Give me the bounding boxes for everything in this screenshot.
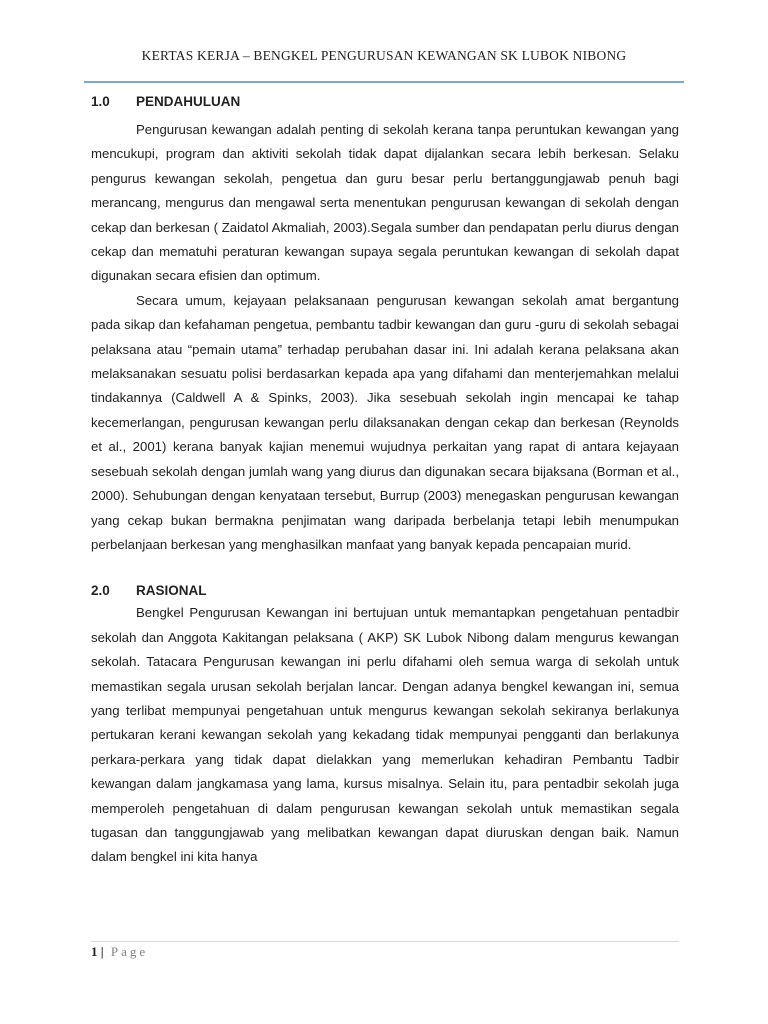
section-title: PENDAHULUAN [136, 94, 241, 109]
paragraph: Pengurusan kewangan adalah penting di sekolah kerana tanpa peruntukan kewangan yang mencukupi, program dan aktiviti sekolah tidak dapat dijalankan secara lebih berkesan. Selaku pengurus kewangan sekolah, pengetua dan guru besar perlu bertanggungjawab penuh bagi merancang, mengurus dan mengawal serta menentukan pengurusan kewangan di sekolah dengan cekap dan berkesan ( Zaidatol Akmaliah, 2003).Segala sumber dan pendapatan perlu diurus dengan cekap dan mematuhi peraturan kewangan supaya segala peruntukan kewangan di sekolah dapat digunakan secara efisien dan optimum. [91, 122, 679, 284]
paragraph: Bengkel Pengurusan Kewangan ini bertujuan untuk memantapkan pengetahuan pentadbir sekolah dan Anggota Kakitangan pelaksana ( AKP) SK Lubok Nibong dalam mengurus kewangan sekolah. Tatacara Pengurusan kewangan ini perlu difahami oleh semua warga di sekolah untuk memastikan segala urusan sekolah berjalan lancar. Dengan adanya bengkel kewangan ini, semua yang terlibat mempunyai pengetahuan untuk mengurus kewangan sekolah sekiranya berlakunya pertukaran kerani kewangan sekolah yang kekadang tidak mempunyai pengganti dan berlakunya perkara-perkara yang tidak dapat dielakkan yang memerlukan kehadiran Pembantu Tadbir kewangan dalam jangkamasa yang lama, kursus misalnya. Selain itu, para pentadbir sekolah juga memperoleh pengetahuan di dalam pengurusan kewangan sekolah untuk memastikan segala tugasan dan tanggungjawab yang melibatkan kewangan dapat diuruskan dengan baik. Namun dalam bengkel ini kita hanya [91, 605, 679, 865]
document-body [91, 92, 679, 870]
footer-separator: | [100, 944, 104, 959]
paragraph: Secara umum, kejayaan pelaksanaan pengurusan kewangan sekolah amat bergantung pada sikap dan kefahaman pengetua, pembantu tadbir kewangan dan guru -guru di sekolah sebagai pelaksana atau “pemain utama” terhadap perubahan dasar ini. Ini adalah kerana pelaksana akan melaksanakan sesuatu polisi berdasarkan kepada apa yang difahami dan menterjemahkan melalui tindakannya (Caldwell A & Spinks, 2003). Jika sesebuah sekolah ingin mencapai ke tahap kecemerlangan, pengurusan kewangan perlu dilaksanakan dengan cekap dan berkesan (Reynolds et al., 2001) kerana banyak kajian menemui wujudnya perkaitan yang rapat di antara kejayaan sesebuah sekolah dengan jumlah wang yang diurus dan digunakan secara bijaksana (Borman et al., 2000). Sehubungan dengan kenyataan tersebut, Burrup (2003) menegaskan pengurusan kewangan yang cekap bukan bermakna penjimatan wang daripada berbelanja tetapi lebih menumpukan perbelanjaan berkesan yang menghasilkan manfaat yang banyak kepada pencapaian murid. [91, 292, 679, 552]
section-number: 1.0 [91, 94, 110, 109]
document-header: KERTAS KERJA – BENGKEL PENGURUSAN KEWANGAN SK LUBOK NIBONG [141, 48, 627, 63]
section-number: 2.0 [91, 583, 110, 599]
page-label: Page [110, 944, 149, 959]
section-heading [91, 581, 679, 601]
section-rasional [91, 581, 679, 869]
section-title: RASIONAL [136, 583, 207, 599]
page-footer [91, 944, 148, 960]
footer-divider [91, 941, 679, 942]
page-number: 1 [91, 944, 98, 959]
section-pendahuluan [91, 92, 679, 557]
header-divider [84, 81, 684, 83]
section-heading [91, 92, 679, 112]
